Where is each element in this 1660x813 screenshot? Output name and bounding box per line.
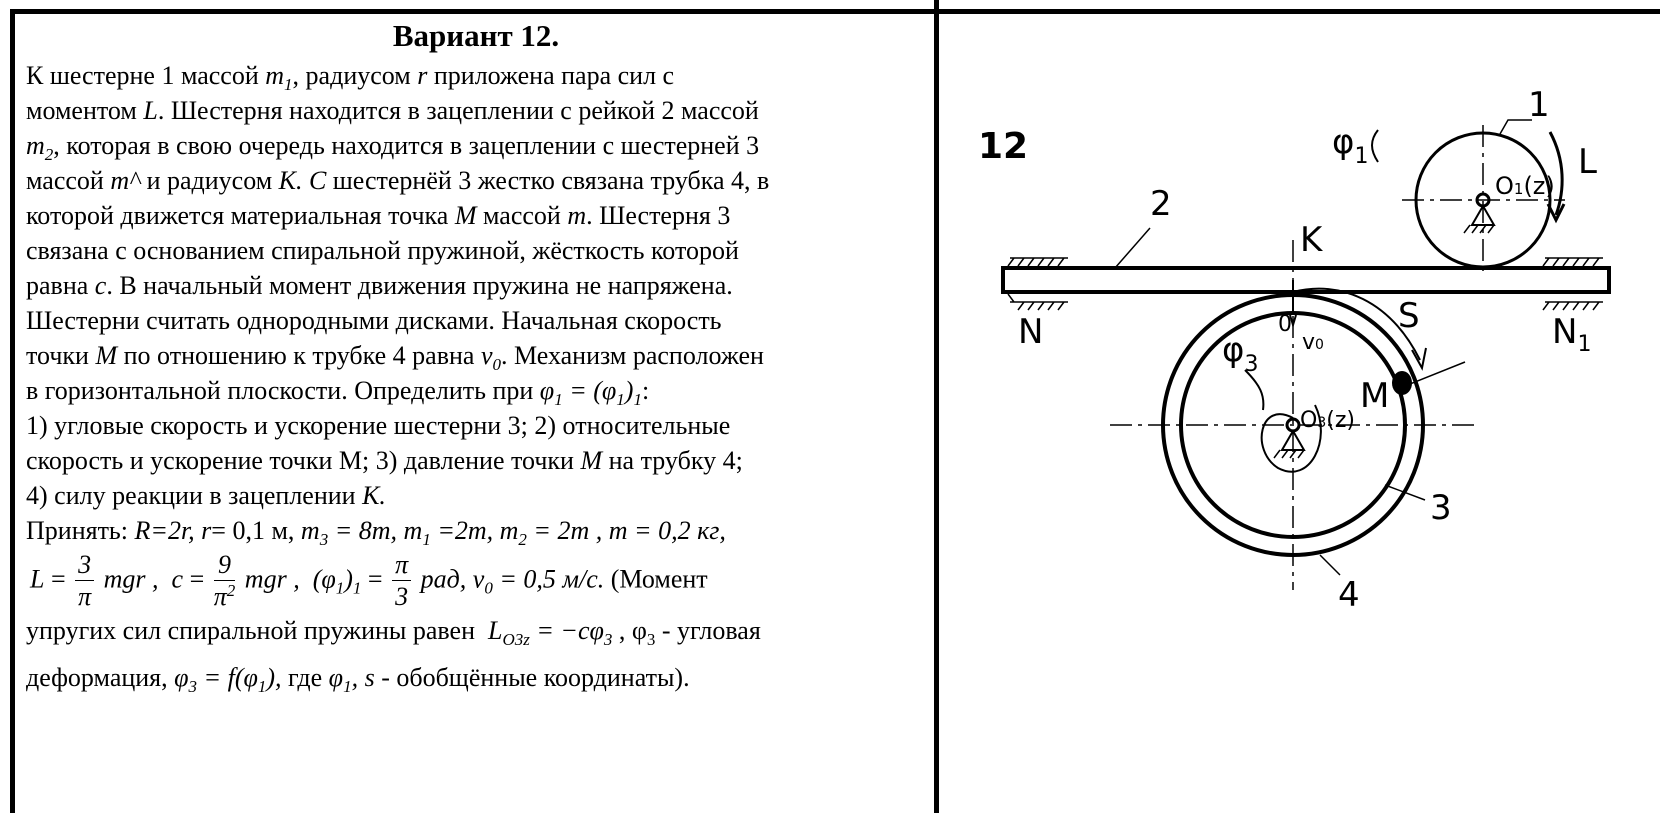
label-zero: 0 [1278,312,1292,337]
formula-line: L = $\frac{3}{\pi}$ mgr , c = $\frac{9}{\pi^2}$ mgr , $(\varphi_1)_1$ = $\frac{\pi}{3}$ рад, $v_0 = 0,5$ м/с. (Момент [30,550,708,611]
leader-2 [1115,228,1150,268]
variant-title: Вариант 12. [392,18,560,53]
text-line-4: массой m^ и радиусом К. С шестернёй 3 жестко связана трубка 4, в [26,166,770,195]
fraction-c: $\frac{9}{\pi^2}$ [213,550,236,611]
label-O3: O3(z) [1300,408,1355,433]
rack-2 [1003,268,1609,292]
leader-4 [1320,555,1340,575]
text-line-2: моментом L. Шестерня находится в зацеплении с рейкой 2 массой [26,96,759,125]
text-line-16: упругих сил спиральной пружины равен $L_{O3z} = -c\varphi_3$ , $\varphi_3$ - угловая [26,616,761,649]
table-column-divider [934,0,939,813]
text-line-1: К шестерне 1 массой $m_1$, радиусом r приложена пара сил с [26,61,675,94]
mechanism-figure [960,85,1630,660]
rack-guide-top-left [1008,258,1068,266]
fraction-phi: $\frac{\pi}{3}$ [392,550,411,613]
label-phi1: $\varphi_1$ [1332,122,1369,169]
text-line-9: точки М по отношению к трубке 4 равна $v_0$. Механизм расположен [26,341,764,374]
label-O1: O1(z) [1495,172,1555,200]
label-M: M [1360,376,1390,416]
label-2: 2 [1150,184,1172,224]
text-line-17: деформация, $\varphi_3 = f(\varphi_1)$, где $\varphi_1$, s - обобщённые координаты). [26,663,690,696]
text-line-13: 4) силу реакции в зацеплении К. [26,481,386,510]
text-line-14: Принять: R=2r, r= 0,1 м, $m_3 = 8m$, $m_1 =2m$, $m_2 = 2m$ , m = 0,2 кг, [26,516,726,549]
label-1: 1 [1528,85,1550,125]
label-K: K [1300,220,1323,260]
text-line-11: 1) угловые скорость и ускорение шестерни 3; 2) относительные [26,411,731,440]
table-top-border [10,9,1660,14]
label-N1: $N_1$ [1552,312,1592,357]
rack-guide-top-right [1543,258,1603,266]
label-N: N [1018,312,1044,352]
table-left-border [10,9,15,813]
label-phi3: $\varphi_3$ [1222,330,1259,377]
rack-guide-bottom-right [1543,302,1603,310]
text-line-5: которой движется материальная точка М массой m. Шестерня 3 [26,201,731,230]
label-4: 4 [1338,575,1360,615]
figure-number: 12 [978,126,1029,167]
label-v0: v0 [1302,330,1324,355]
phi1-arrow [1372,130,1378,162]
label-S: S [1398,296,1420,336]
text-line-12: скорость и ускорение точки М; 3) давление точки М на трубку 4; [26,446,743,475]
text-line-6: связана с основанием спиральной пружиной, жёсткость которой [26,236,739,265]
label-L: L [1578,142,1597,182]
text-line-7: равна с. В начальный момент движения пружина не напряжена. [26,271,733,300]
point-M [1392,371,1412,395]
rack-guide-bottom-left [1008,294,1068,310]
text-line-3: $m_2$, которая в свою очередь находится в зацеплении с шестерней 3 [26,131,760,164]
label-3: 3 [1430,488,1452,528]
fraction-L: $\frac{3}{\pi}$ [75,550,94,613]
text-line-8: Шестерни считать однородными дисками. Начальная скорость [26,306,722,335]
text-line-10: в горизонтальной плоскости. Определить при $\varphi_1 = (\varphi_1)_1$: [26,376,650,409]
